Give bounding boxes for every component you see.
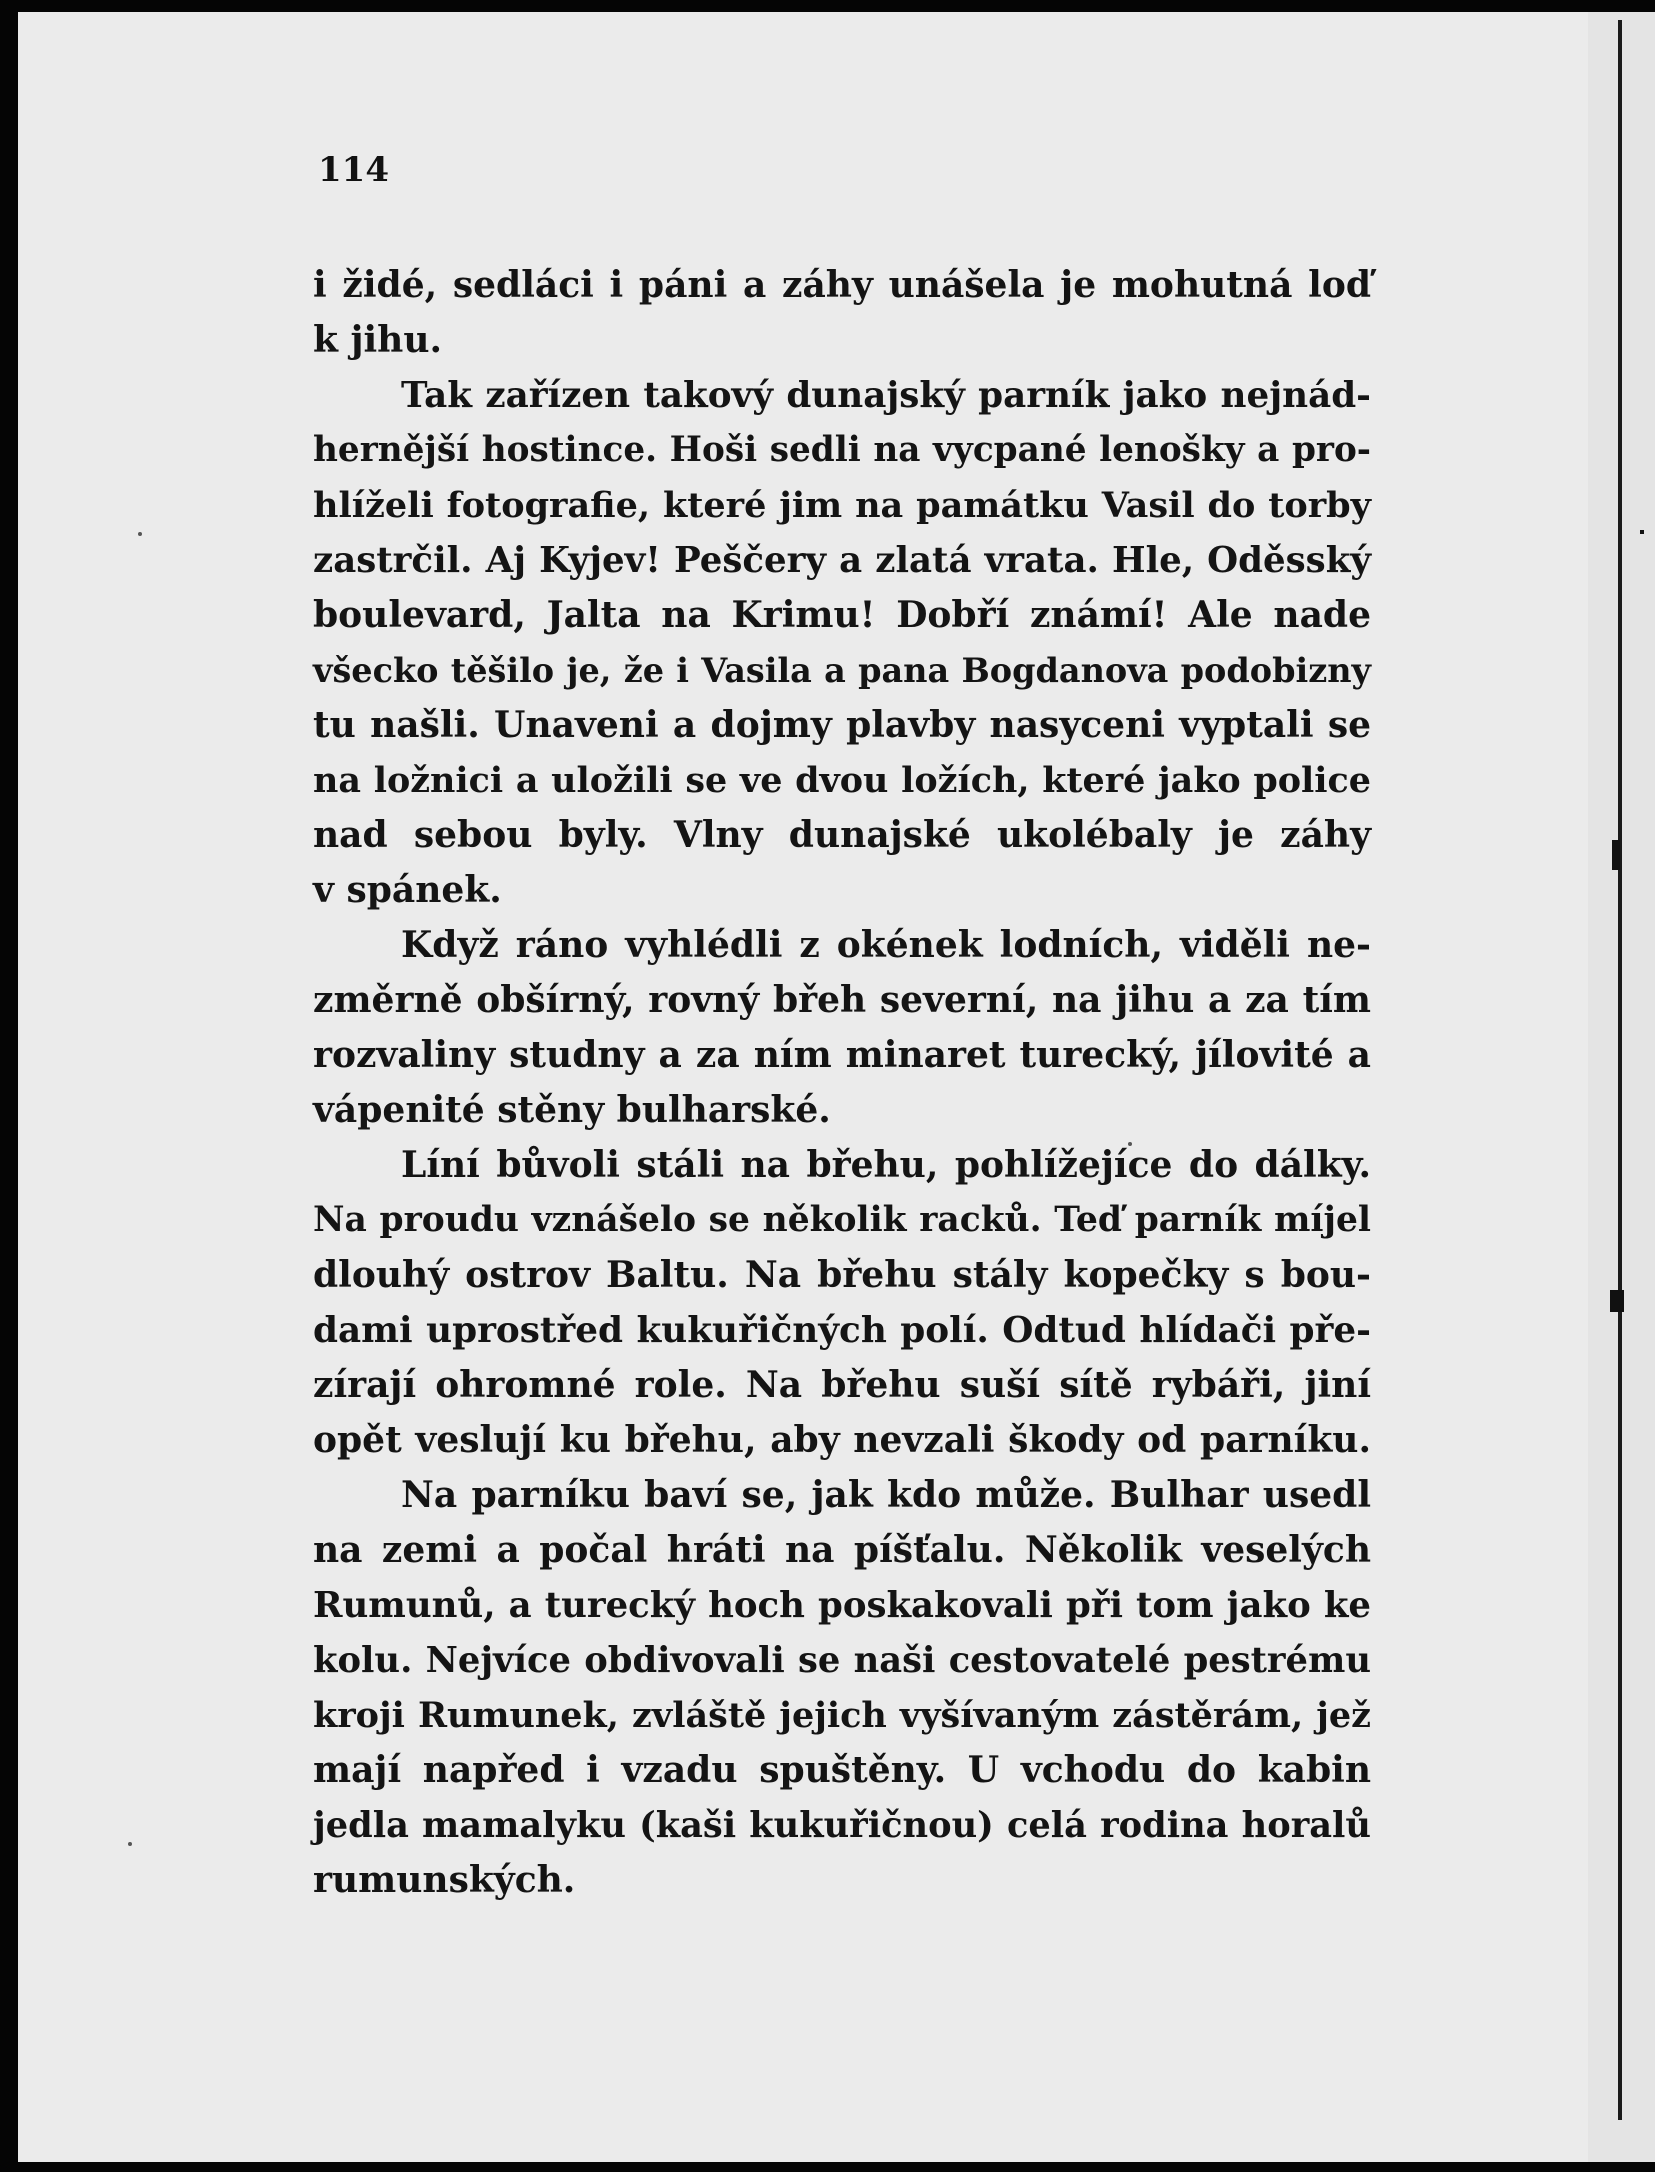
text-line: dami uprostřed kukuřičných polí. Odtud hlídači pře- [313,1309,1371,1351]
text-line: dlouhý ostrov Baltu. Na břehu stály kopečky s bou- [313,1254,1371,1296]
text-line: Na proudu vznášelo se několik racků. Teď parník míjel [313,1200,1371,1240]
text-line: zírají ohromné role. Na břehu suší sítě rybáři, jiní [313,1364,1371,1406]
text-line: boulevard, Jalta na Krimu! Dobří známí! Ale nade [313,594,1371,636]
text-line: k jihu. [313,319,443,361]
text-line: hlíželi fotografie, které jim na památku Vasil do torby [313,485,1371,526]
text-line: Líní bůvoli stáli na břehu, pohlížejíce do dálky. [401,1144,1371,1186]
text-line: Na parníku baví se, jak kdo může. Bulhar usedl [401,1474,1371,1516]
paper-speck [128,1842,132,1846]
paper-speck [138,532,142,536]
text-line: na zemi a počal hráti na píšťalu. Několik veselých [313,1529,1371,1571]
text-line: mají napřed i vzadu spuštěny. U vchodu do kabin [313,1749,1371,1791]
text-line: jedla mamalyku (kaši kukuřičnou) celá rodina horalů [313,1805,1371,1846]
gutter-mark [1612,840,1620,870]
text-line: tu našli. Unaveni a dojmy plavby nasyceni vyptali se [313,704,1371,746]
text-line: i židé, sedláci i páni a záhy unášela je mohutná loď [313,264,1371,306]
text-line: Tak zařízen takový dunajský parník jako nejnád- [401,374,1371,416]
text-line: zastrčil. Aj Kyjev! Peščery a zlatá vrata. Hle, Oděsský [313,540,1371,581]
page-number: 114 [318,150,389,190]
text-line: všecko těšilo je, že i Vasila a pana Bogdanova podobizny [313,651,1371,690]
text-line: kolu. Nejvíce obdivovali se naši cestovatelé pestrému [313,1640,1371,1681]
text-line: rumunských. [313,1859,576,1901]
text-line: Když ráno vyhlédli z okének lodních, viděli ne- [401,924,1371,966]
text-line: na ložnici a uložili se ve dvou ložích, které jako police [313,760,1371,801]
page-gutter-line [1618,20,1622,2120]
text-line: hernější hostince. Hoši sedli na vycpané lenošky a pro- [313,430,1371,470]
text-line: kroji Rumunek, zvláště jejich vyšívaným zástěrám, jež [313,1695,1371,1736]
text-line: nad sebou byly. Vlny dunajské ukolébaly je záhy [313,814,1371,856]
text-line: Rumunů, a turecký hoch poskakovali při tom jako ke [313,1585,1371,1626]
text-line: rozvaliny studny a za ním minaret turecký, jílovité a [313,1034,1371,1076]
text-line: vápenité stěny bulharské. [313,1089,831,1131]
gutter-mark [1610,1290,1624,1312]
text-line: v spánek. [313,869,502,911]
gutter-mark [1640,530,1644,534]
text-line: změrně obšírný, rovný břeh severní, na jihu a za tím [313,979,1371,1021]
text-line: opět veslují ku břehu, aby nevzali škody od parníku. [313,1419,1371,1461]
body-text [313,258,1371,1908]
